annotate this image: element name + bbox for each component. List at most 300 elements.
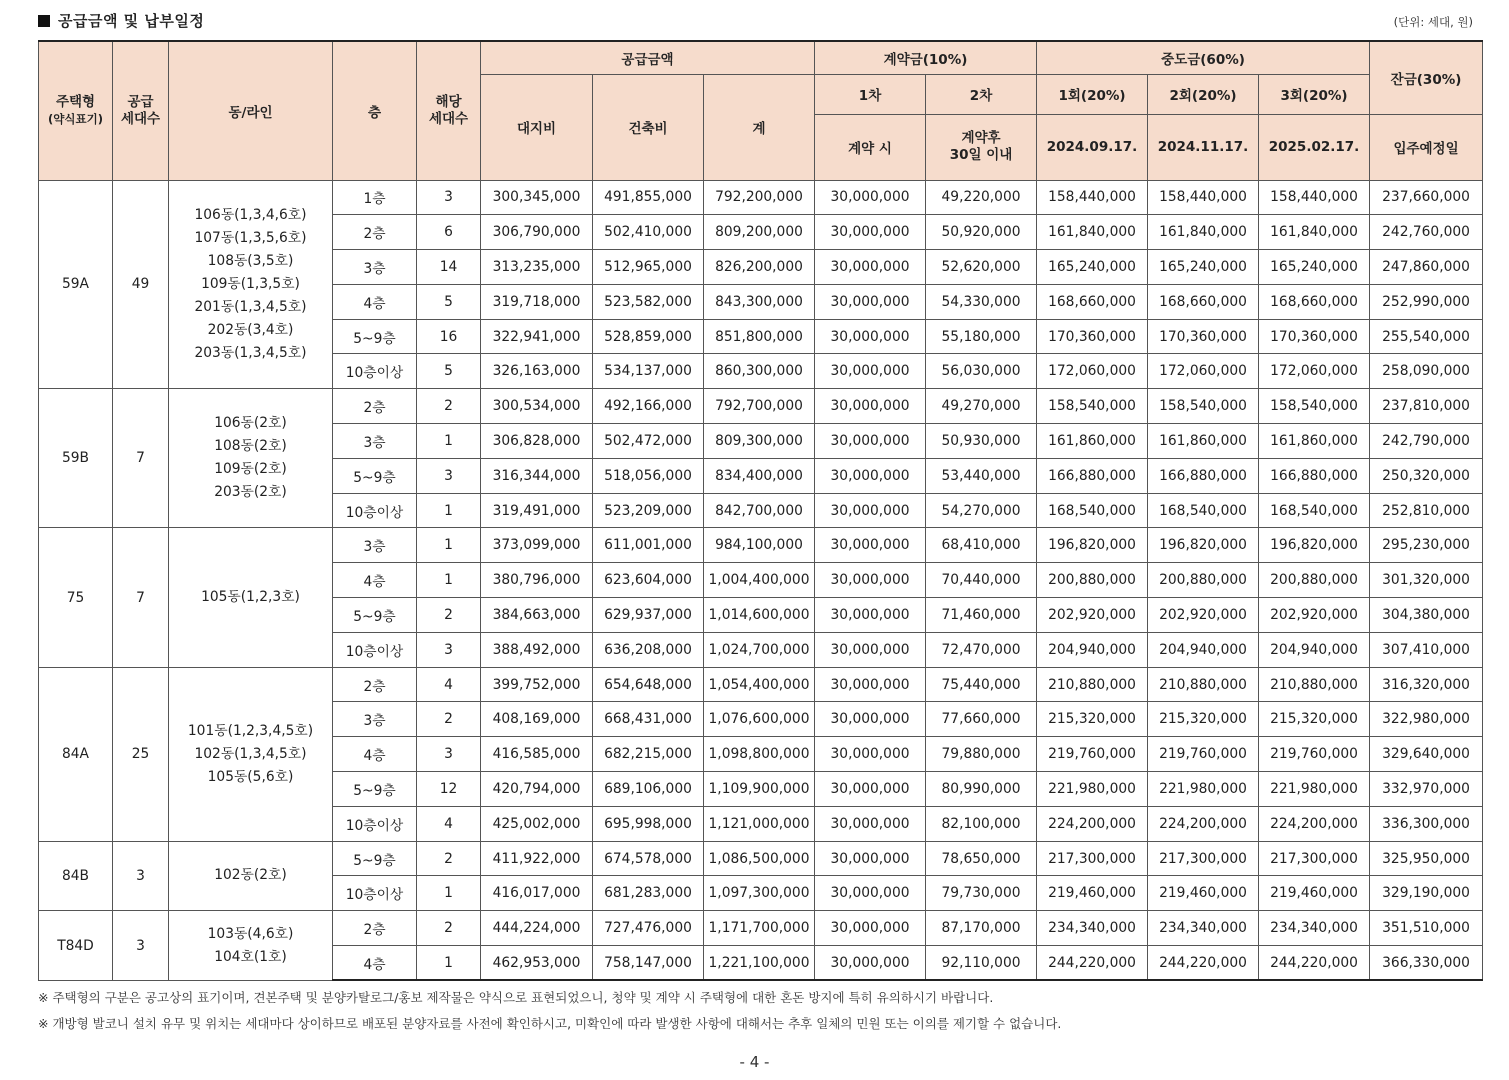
units-cell: 1 [417, 563, 481, 598]
section-title-text: 공급금액 및 납부일정 [58, 12, 205, 30]
mid-1-cell: 196,820,000 [1037, 528, 1148, 563]
mid-1-cell: 244,220,000 [1037, 946, 1148, 981]
header-mid3: 3회(20%) [1259, 74, 1370, 114]
land-price-cell: 319,718,000 [481, 284, 593, 319]
balance-cell: 252,990,000 [1370, 284, 1483, 319]
floor-cell: 4층 [333, 284, 417, 319]
balance-cell: 325,950,000 [1370, 841, 1483, 876]
mid-1-cell: 172,060,000 [1037, 354, 1148, 389]
dong-line-cell [169, 841, 333, 911]
deposit-1-cell: 30,000,000 [815, 389, 926, 424]
balance-cell: 242,760,000 [1370, 215, 1483, 250]
deposit-2-cell: 80,990,000 [926, 772, 1037, 807]
header-dep2: 2차 [926, 74, 1037, 114]
header-mid1: 1회(20%) [1037, 74, 1148, 114]
deposit-1-cell: 30,000,000 [815, 563, 926, 598]
floor-cell: 5~9층 [333, 598, 417, 633]
balance-cell: 336,300,000 [1370, 806, 1483, 841]
mid-3-cell: 170,360,000 [1259, 319, 1370, 354]
mid-3-cell: 158,440,000 [1259, 180, 1370, 215]
deposit-1-cell: 30,000,000 [815, 424, 926, 459]
deposit-1-cell: 30,000,000 [815, 667, 926, 702]
deposit-2-cell: 54,270,000 [926, 493, 1037, 528]
deposit-2-cell: 68,410,000 [926, 528, 1037, 563]
deposit-1-cell: 30,000,000 [815, 458, 926, 493]
deposit-1-cell: 30,000,000 [815, 250, 926, 285]
mid-1-cell: 219,760,000 [1037, 737, 1148, 772]
mid-3-cell: 219,760,000 [1259, 737, 1370, 772]
mid-3-cell: 219,460,000 [1259, 876, 1370, 911]
mid-2-cell: 172,060,000 [1148, 354, 1259, 389]
floor-cell: 10층이상 [333, 493, 417, 528]
mid-1-cell: 168,660,000 [1037, 284, 1148, 319]
floor-cell: 2층 [333, 215, 417, 250]
build-price-cell: 654,648,000 [593, 667, 704, 702]
build-price-cell: 492,166,000 [593, 389, 704, 424]
header-dep2-when: 계약후 30일 이내 [926, 114, 1037, 180]
mid-1-cell: 204,940,000 [1037, 632, 1148, 667]
dong-line: 203동(2호) [214, 484, 287, 501]
total-price-cell: 1,097,300,000 [704, 876, 815, 911]
header-mid3-date: 2025.02.17. [1259, 114, 1370, 180]
floor-cell: 3층 [333, 528, 417, 563]
mid-1-cell: 166,880,000 [1037, 458, 1148, 493]
table-row [39, 911, 1483, 946]
supply-units-cell: 7 [113, 528, 169, 667]
mid-2-cell: 244,220,000 [1148, 946, 1259, 981]
mid-1-cell: 165,240,000 [1037, 250, 1148, 285]
deposit-1-cell: 30,000,000 [815, 772, 926, 807]
deposit-2-cell: 50,930,000 [926, 424, 1037, 459]
units-cell: 1 [417, 876, 481, 911]
mid-1-cell: 170,360,000 [1037, 319, 1148, 354]
floor-cell: 3층 [333, 424, 417, 459]
dong-line: 103동(4,6호) [207, 925, 294, 942]
deposit-2-cell: 72,470,000 [926, 632, 1037, 667]
units-cell: 4 [417, 806, 481, 841]
dong-line: 202동(3,4호) [207, 321, 294, 338]
balance-cell: 366,330,000 [1370, 946, 1483, 981]
header-floor: 층 [333, 41, 417, 180]
build-price-cell: 534,137,000 [593, 354, 704, 389]
table-row [39, 180, 1483, 215]
dong-line: 109동(2호) [214, 461, 287, 478]
deposit-2-cell: 78,650,000 [926, 841, 1037, 876]
total-price-cell: 809,200,000 [704, 215, 815, 250]
table-row [39, 389, 1483, 424]
dong-line: 101동(1,2,3,4,5호) [187, 722, 314, 739]
deposit-1-cell: 30,000,000 [815, 876, 926, 911]
mid-2-cell: 219,760,000 [1148, 737, 1259, 772]
deposit-2-cell: 50,920,000 [926, 215, 1037, 250]
floor-cell: 5~9층 [333, 841, 417, 876]
header-deposit: 계약금(10%) [815, 41, 1037, 74]
balance-cell: 322,980,000 [1370, 702, 1483, 737]
total-price-cell: 834,400,000 [704, 458, 815, 493]
floor-cell: 5~9층 [333, 319, 417, 354]
header-house-type: 주택형 (약식표기) [39, 41, 113, 180]
header-dong-line: 동/라인 [169, 41, 333, 180]
total-price-cell: 843,300,000 [704, 284, 815, 319]
build-price-cell: 502,472,000 [593, 424, 704, 459]
deposit-1-cell: 30,000,000 [815, 841, 926, 876]
dong-line: 201동(1,3,4,5호) [194, 298, 307, 315]
deposit-1-cell: 30,000,000 [815, 354, 926, 389]
land-price-cell: 384,663,000 [481, 598, 593, 633]
build-price-cell: 681,283,000 [593, 876, 704, 911]
house-type-cell: 75 [39, 528, 113, 667]
land-price-cell: 399,752,000 [481, 667, 593, 702]
header-dep1: 1차 [815, 74, 926, 114]
mid-2-cell: 204,940,000 [1148, 632, 1259, 667]
land-price-cell: 300,345,000 [481, 180, 593, 215]
balance-cell: 255,540,000 [1370, 319, 1483, 354]
dong-line: 106동(2호) [214, 415, 287, 432]
mid-3-cell: 217,300,000 [1259, 841, 1370, 876]
build-price-cell: 695,998,000 [593, 806, 704, 841]
deposit-1-cell: 30,000,000 [815, 737, 926, 772]
total-price-cell: 860,300,000 [704, 354, 815, 389]
mid-2-cell: 165,240,000 [1148, 250, 1259, 285]
land-price-cell: 444,224,000 [481, 911, 593, 946]
units-cell: 5 [417, 284, 481, 319]
land-price-cell: 306,828,000 [481, 424, 593, 459]
table-body [39, 180, 1483, 980]
house-type-cell: 59B [39, 389, 113, 528]
balance-cell: 250,320,000 [1370, 458, 1483, 493]
mid-2-cell: 196,820,000 [1148, 528, 1259, 563]
deposit-1-cell: 30,000,000 [815, 528, 926, 563]
header-total: 계 [704, 74, 815, 180]
supply-units-cell: 3 [113, 911, 169, 981]
deposit-1-cell: 30,000,000 [815, 702, 926, 737]
note-1: ※ 주택형의 구분은 공고상의 표기이며, 견본주택 및 분양카탈로그/홍보 제작물은 약식으로 표현되었으니, 청약 및 계약 시 주택형에 대한 혼돈 방지에 특히 유의하시기 바랍니다. [38, 990, 994, 1005]
mid-3-cell: 234,340,000 [1259, 911, 1370, 946]
units-cell: 5 [417, 354, 481, 389]
dong-line: 108동(3,5호) [207, 252, 294, 269]
units-cell: 6 [417, 215, 481, 250]
table-row [39, 667, 1483, 702]
supply-units-cell: 7 [113, 389, 169, 528]
house-type-cell: 84B [39, 841, 113, 911]
header-mid2-date: 2024.11.17. [1148, 114, 1259, 180]
total-price-cell: 826,200,000 [704, 250, 815, 285]
supply-units-cell: 25 [113, 667, 169, 841]
balance-cell: 351,510,000 [1370, 911, 1483, 946]
table-row [39, 841, 1483, 876]
total-price-cell: 1,086,500,000 [704, 841, 815, 876]
deposit-1-cell: 30,000,000 [815, 493, 926, 528]
mid-3-cell: 224,200,000 [1259, 806, 1370, 841]
floor-cell: 10층이상 [333, 806, 417, 841]
house-type-cell: 59A [39, 180, 113, 389]
balance-cell: 237,810,000 [1370, 389, 1483, 424]
floor-cell: 2층 [333, 389, 417, 424]
dong-line-cell [169, 389, 333, 528]
deposit-2-cell: 56,030,000 [926, 354, 1037, 389]
floor-cell: 3층 [333, 702, 417, 737]
total-price-cell: 984,100,000 [704, 528, 815, 563]
deposit-1-cell: 30,000,000 [815, 911, 926, 946]
mid-3-cell: 204,940,000 [1259, 632, 1370, 667]
mid-3-cell: 168,540,000 [1259, 493, 1370, 528]
dong-line-cell [169, 911, 333, 981]
build-price-cell: 518,056,000 [593, 458, 704, 493]
mid-3-cell: 196,820,000 [1259, 528, 1370, 563]
deposit-2-cell: 55,180,000 [926, 319, 1037, 354]
house-type-cell: 84A [39, 667, 113, 841]
land-price-cell: 316,344,000 [481, 458, 593, 493]
land-price-cell: 322,941,000 [481, 319, 593, 354]
total-price-cell: 809,300,000 [704, 424, 815, 459]
dong-line: 105동(5,6호) [207, 768, 294, 785]
build-price-cell: 636,208,000 [593, 632, 704, 667]
mid-3-cell: 158,540,000 [1259, 389, 1370, 424]
floor-cell: 3층 [333, 250, 417, 285]
mid-1-cell: 200,880,000 [1037, 563, 1148, 598]
header-units: 해당 세대수 [417, 41, 481, 180]
mid-3-cell: 202,920,000 [1259, 598, 1370, 633]
mid-1-cell: 161,840,000 [1037, 215, 1148, 250]
deposit-2-cell: 92,110,000 [926, 946, 1037, 981]
header-mid2: 2회(20%) [1148, 74, 1259, 114]
balance-cell: 316,320,000 [1370, 667, 1483, 702]
build-price-cell: 682,215,000 [593, 737, 704, 772]
mid-3-cell: 215,320,000 [1259, 702, 1370, 737]
balance-cell: 307,410,000 [1370, 632, 1483, 667]
header-midpayment: 중도금(60%) [1037, 41, 1370, 74]
header-build: 건축비 [593, 74, 704, 180]
mid-2-cell: 168,540,000 [1148, 493, 1259, 528]
build-price-cell: 629,937,000 [593, 598, 704, 633]
header-dep1-when: 계약 시 [815, 114, 926, 180]
header-supply-price: 공급금액 [481, 41, 815, 74]
mid-2-cell: 210,880,000 [1148, 667, 1259, 702]
floor-cell: 10층이상 [333, 632, 417, 667]
balance-cell: 258,090,000 [1370, 354, 1483, 389]
deposit-1-cell: 30,000,000 [815, 632, 926, 667]
balance-cell: 237,660,000 [1370, 180, 1483, 215]
floor-cell: 10층이상 [333, 354, 417, 389]
total-price-cell: 792,700,000 [704, 389, 815, 424]
deposit-1-cell: 30,000,000 [815, 598, 926, 633]
floor-cell: 2층 [333, 911, 417, 946]
total-price-cell: 1,024,700,000 [704, 632, 815, 667]
mid-2-cell: 161,860,000 [1148, 424, 1259, 459]
dong-line: 108동(2호) [214, 438, 287, 455]
units-cell: 12 [417, 772, 481, 807]
total-price-cell: 1,054,400,000 [704, 667, 815, 702]
units-cell: 16 [417, 319, 481, 354]
build-price-cell: 611,001,000 [593, 528, 704, 563]
deposit-1-cell: 30,000,000 [815, 319, 926, 354]
dong-line: 106동(1,3,4,6호) [194, 206, 307, 223]
units-cell: 3 [417, 180, 481, 215]
mid-2-cell: 202,920,000 [1148, 598, 1259, 633]
balance-cell: 304,380,000 [1370, 598, 1483, 633]
units-cell: 1 [417, 946, 481, 981]
deposit-2-cell: 87,170,000 [926, 911, 1037, 946]
units-cell: 1 [417, 424, 481, 459]
land-price-cell: 411,922,000 [481, 841, 593, 876]
build-price-cell: 528,859,000 [593, 319, 704, 354]
square-bullet-icon [38, 15, 50, 27]
build-price-cell: 502,410,000 [593, 215, 704, 250]
units-cell: 3 [417, 632, 481, 667]
dong-line-cell [169, 528, 333, 667]
land-price-cell: 462,953,000 [481, 946, 593, 981]
floor-cell: 5~9층 [333, 772, 417, 807]
mid-2-cell: 170,360,000 [1148, 319, 1259, 354]
mid-1-cell: 217,300,000 [1037, 841, 1148, 876]
notes [38, 988, 1061, 1040]
header-mid1-date: 2024.09.17. [1037, 114, 1148, 180]
units-cell: 1 [417, 528, 481, 563]
land-price-cell: 319,491,000 [481, 493, 593, 528]
mid-1-cell: 161,860,000 [1037, 424, 1148, 459]
mid-2-cell: 168,660,000 [1148, 284, 1259, 319]
mid-2-cell: 158,540,000 [1148, 389, 1259, 424]
mid-1-cell: 210,880,000 [1037, 667, 1148, 702]
land-price-cell: 416,017,000 [481, 876, 593, 911]
dong-line-cell [169, 667, 333, 841]
dong-line: 109동(1,3,5호) [201, 275, 300, 292]
balance-cell: 329,640,000 [1370, 737, 1483, 772]
units-cell: 3 [417, 458, 481, 493]
units-cell: 2 [417, 598, 481, 633]
deposit-2-cell: 49,220,000 [926, 180, 1037, 215]
balance-cell: 332,970,000 [1370, 772, 1483, 807]
land-price-cell: 373,099,000 [481, 528, 593, 563]
dong-line-cell [169, 180, 333, 389]
mid-1-cell: 158,440,000 [1037, 180, 1148, 215]
mid-2-cell: 158,440,000 [1148, 180, 1259, 215]
dong-line: 105동(1,2,3호) [201, 589, 300, 606]
header-balance: 잔금(30%) [1370, 41, 1483, 114]
deposit-2-cell: 49,270,000 [926, 389, 1037, 424]
deposit-1-cell: 30,000,000 [815, 284, 926, 319]
units-cell: 4 [417, 667, 481, 702]
floor-cell: 2층 [333, 667, 417, 702]
mid-1-cell: 221,980,000 [1037, 772, 1148, 807]
supply-units-cell: 49 [113, 180, 169, 389]
mid-1-cell: 202,920,000 [1037, 598, 1148, 633]
build-price-cell: 689,106,000 [593, 772, 704, 807]
balance-cell: 252,810,000 [1370, 493, 1483, 528]
land-price-cell: 313,235,000 [481, 250, 593, 285]
total-price-cell: 1,014,600,000 [704, 598, 815, 633]
build-price-cell: 758,147,000 [593, 946, 704, 981]
build-price-cell: 727,476,000 [593, 911, 704, 946]
units-cell: 2 [417, 911, 481, 946]
balance-cell: 295,230,000 [1370, 528, 1483, 563]
floor-cell: 1층 [333, 180, 417, 215]
floor-cell: 5~9층 [333, 458, 417, 493]
land-price-cell: 300,534,000 [481, 389, 593, 424]
balance-cell: 242,790,000 [1370, 424, 1483, 459]
balance-cell: 247,860,000 [1370, 250, 1483, 285]
mid-2-cell: 166,880,000 [1148, 458, 1259, 493]
build-price-cell: 491,855,000 [593, 180, 704, 215]
price-schedule-table [38, 40, 1483, 981]
build-price-cell: 523,582,000 [593, 284, 704, 319]
header-land: 대지비 [481, 74, 593, 180]
mid-3-cell: 200,880,000 [1259, 563, 1370, 598]
units-cell: 1 [417, 493, 481, 528]
supply-units-cell: 3 [113, 841, 169, 911]
header-supply-units: 공급 세대수 [113, 41, 169, 180]
units-cell: 3 [417, 737, 481, 772]
deposit-2-cell: 52,620,000 [926, 250, 1037, 285]
deposit-1-cell: 30,000,000 [815, 180, 926, 215]
deposit-1-cell: 30,000,000 [815, 215, 926, 250]
total-price-cell: 851,800,000 [704, 319, 815, 354]
deposit-2-cell: 79,880,000 [926, 737, 1037, 772]
floor-cell: 10층이상 [333, 876, 417, 911]
mid-3-cell: 166,880,000 [1259, 458, 1370, 493]
units-cell: 2 [417, 389, 481, 424]
mid-3-cell: 161,860,000 [1259, 424, 1370, 459]
mid-2-cell: 234,340,000 [1148, 911, 1259, 946]
total-price-cell: 1,109,900,000 [704, 772, 815, 807]
mid-1-cell: 224,200,000 [1037, 806, 1148, 841]
deposit-1-cell: 30,000,000 [815, 806, 926, 841]
total-price-cell: 1,121,000,000 [704, 806, 815, 841]
units-cell: 2 [417, 702, 481, 737]
dong-line: 102동(1,3,4,5호) [194, 745, 307, 762]
floor-cell: 4층 [333, 946, 417, 981]
balance-cell: 301,320,000 [1370, 563, 1483, 598]
land-price-cell: 408,169,000 [481, 702, 593, 737]
deposit-2-cell: 70,440,000 [926, 563, 1037, 598]
land-price-cell: 380,796,000 [481, 563, 593, 598]
build-price-cell: 523,209,000 [593, 493, 704, 528]
dong-line: 107동(1,3,5,6호) [194, 229, 307, 246]
mid-1-cell: 215,320,000 [1037, 702, 1148, 737]
mid-2-cell: 221,980,000 [1148, 772, 1259, 807]
mid-3-cell: 210,880,000 [1259, 667, 1370, 702]
floor-cell: 4층 [333, 563, 417, 598]
dong-line: 102동(2호) [214, 867, 287, 884]
house-type-cell: T84D [39, 911, 113, 981]
mid-1-cell: 234,340,000 [1037, 911, 1148, 946]
mid-2-cell: 215,320,000 [1148, 702, 1259, 737]
deposit-2-cell: 77,660,000 [926, 702, 1037, 737]
total-price-cell: 1,221,100,000 [704, 946, 815, 981]
mid-3-cell: 244,220,000 [1259, 946, 1370, 981]
deposit-1-cell: 30,000,000 [815, 946, 926, 981]
mid-3-cell: 221,980,000 [1259, 772, 1370, 807]
mid-3-cell: 165,240,000 [1259, 250, 1370, 285]
land-price-cell: 420,794,000 [481, 772, 593, 807]
deposit-2-cell: 53,440,000 [926, 458, 1037, 493]
mid-2-cell: 217,300,000 [1148, 841, 1259, 876]
dong-line: 203동(1,3,4,5호) [194, 344, 307, 361]
deposit-2-cell: 82,100,000 [926, 806, 1037, 841]
floor-cell: 4층 [333, 737, 417, 772]
deposit-2-cell: 75,440,000 [926, 667, 1037, 702]
mid-2-cell: 219,460,000 [1148, 876, 1259, 911]
land-price-cell: 306,790,000 [481, 215, 593, 250]
header-balance-when: 입주예정일 [1370, 114, 1483, 180]
dong-line: 104호(1호) [214, 948, 287, 965]
units-cell: 2 [417, 841, 481, 876]
mid-1-cell: 219,460,000 [1037, 876, 1148, 911]
deposit-2-cell: 54,330,000 [926, 284, 1037, 319]
land-price-cell: 425,002,000 [481, 806, 593, 841]
mid-3-cell: 168,660,000 [1259, 284, 1370, 319]
build-price-cell: 668,431,000 [593, 702, 704, 737]
